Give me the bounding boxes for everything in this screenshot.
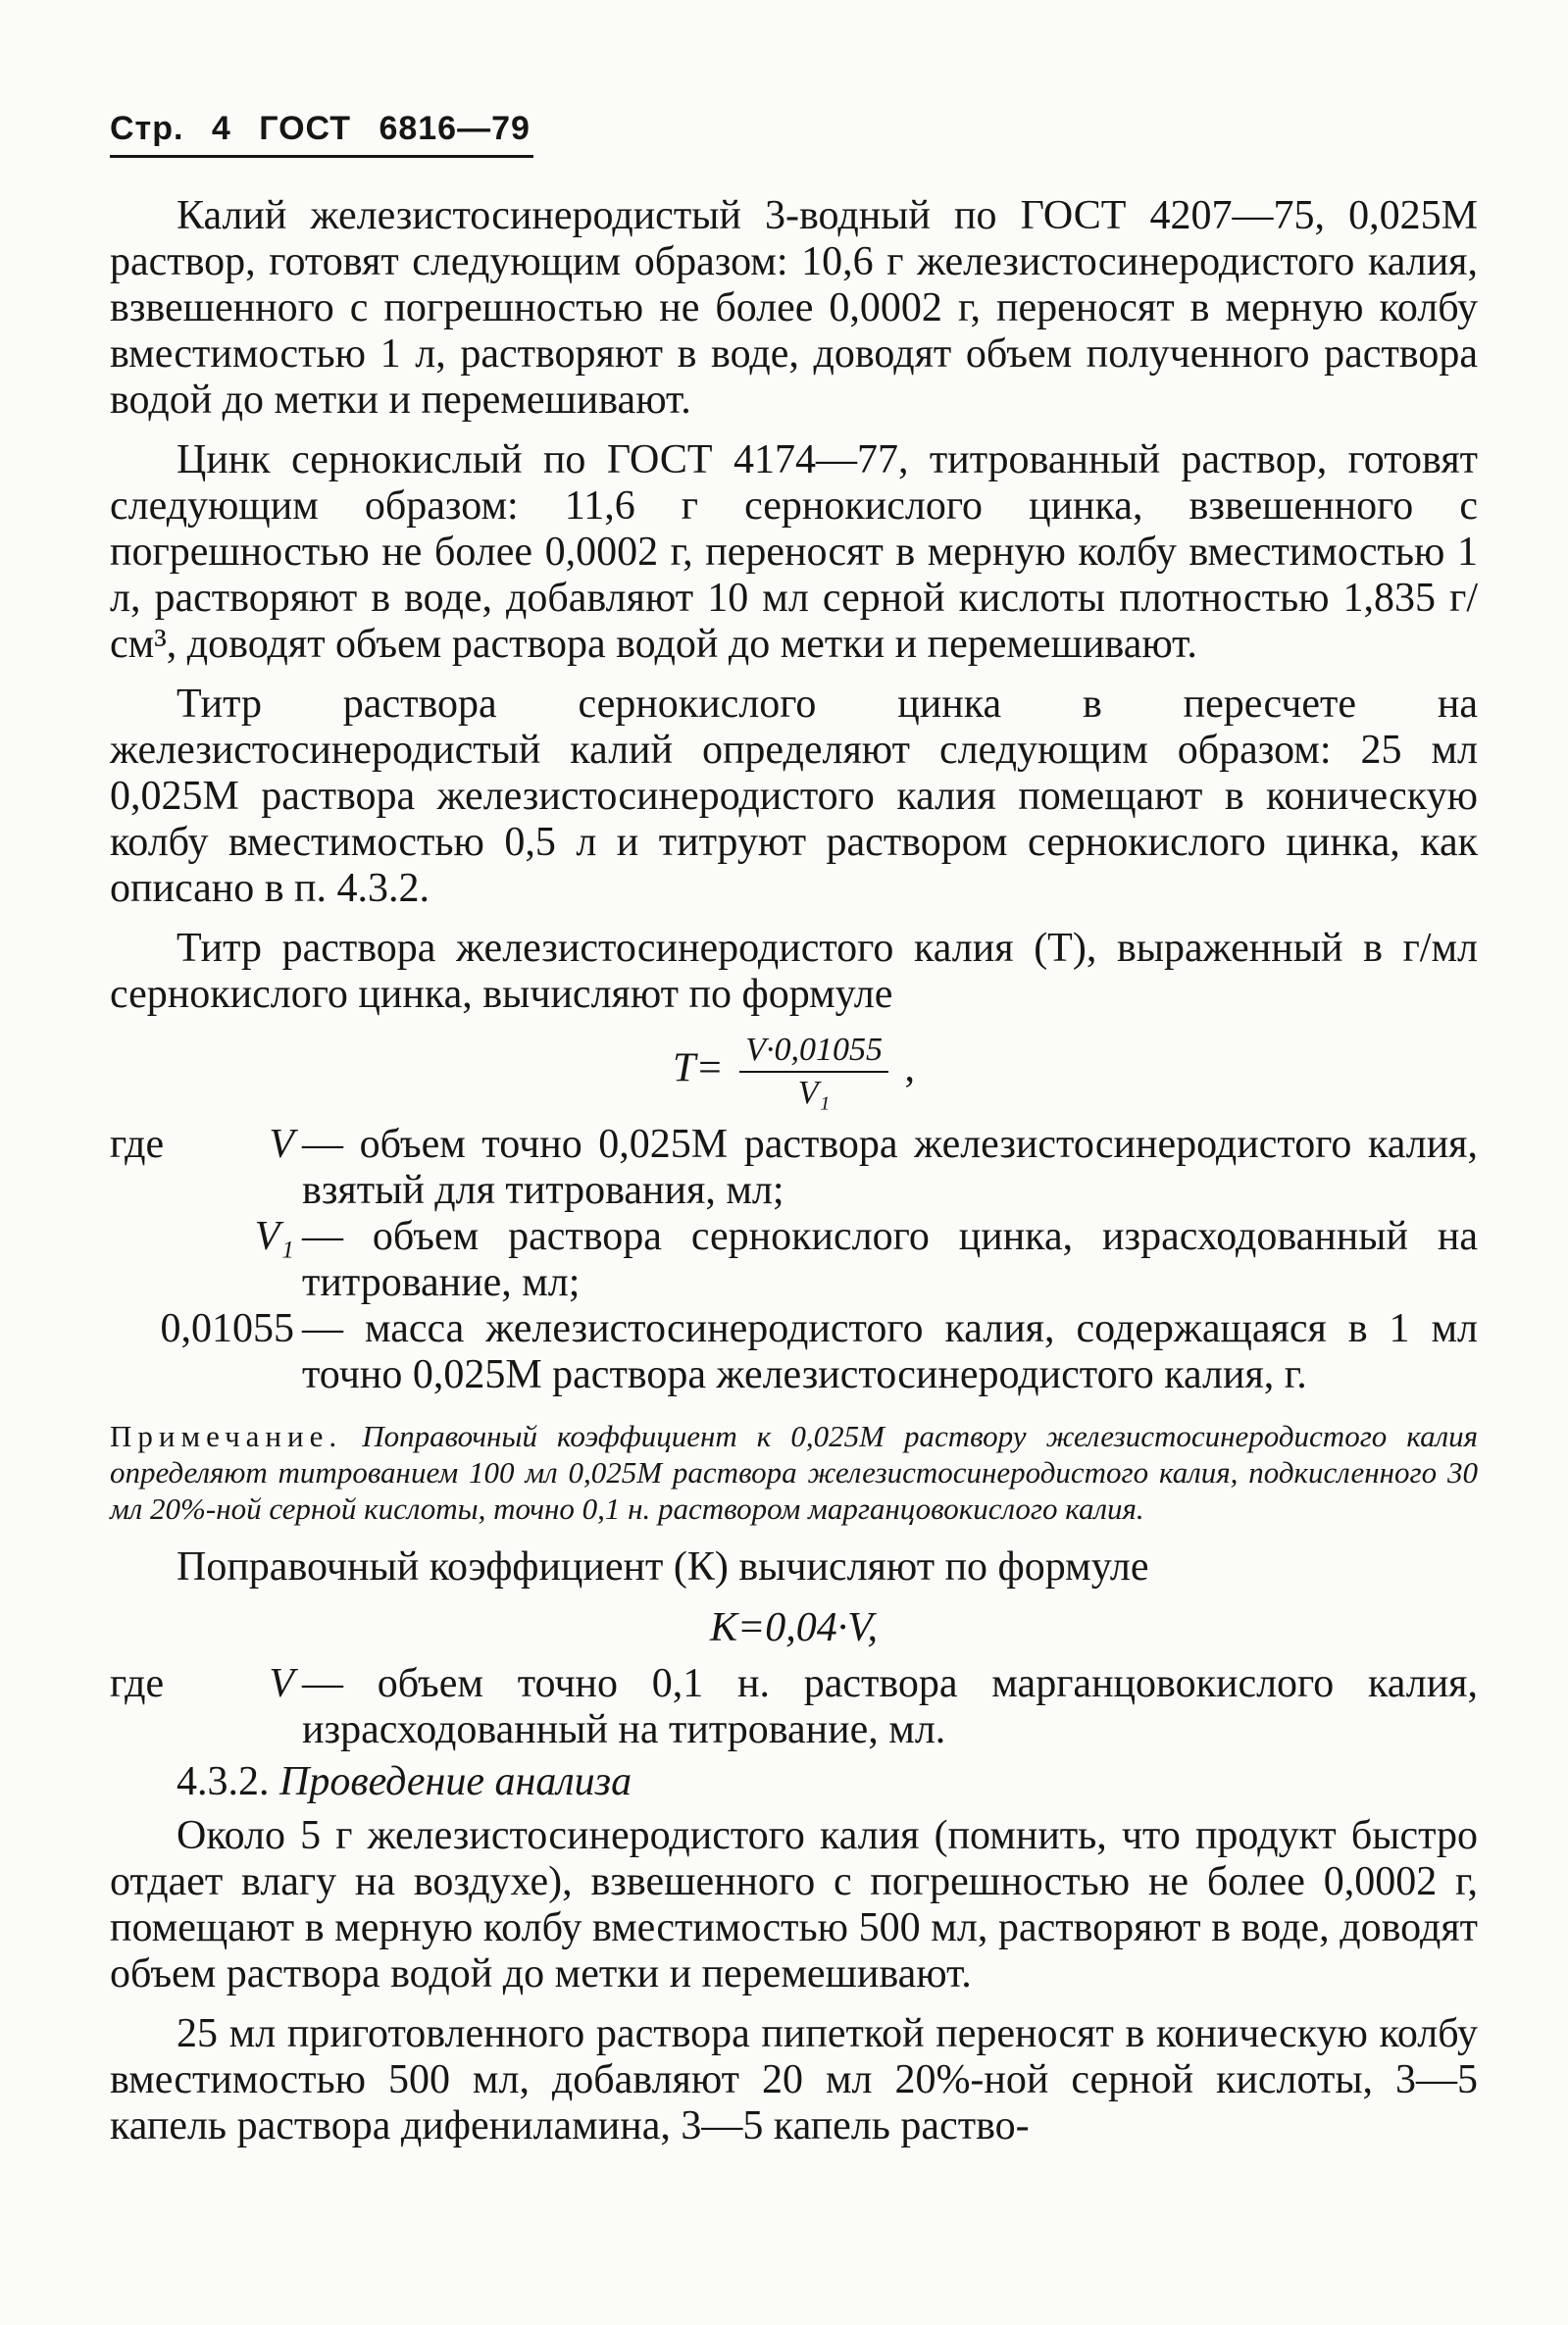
formula-lhs: T= xyxy=(673,1045,724,1091)
paragraph-analysis-step-1: Около 5 г железистосинеродистого калия (помнить, что продукт быстро отдает влагу на воздухе), взвешенного с погрешностью не более 0,0002 г, помещают в мерную колбу вместимостью 500 мл, растворяют в воде, доводят объем раствора водой до метки и перемешивают. xyxy=(110,1813,1478,1996)
note xyxy=(110,1418,1478,1527)
note-label: Примечание. xyxy=(110,1419,343,1453)
paragraph-analysis-step-2: 25 мл приготовленного раствора пипеткой переносят в коническую колбу вместимостью 500 мл, добавляют 20 мл 20%-ной серной кислоты, 3—5 капель раствора дифениламина, 3—5 капель раство- xyxy=(110,2011,1478,2148)
legend-prefix: где xyxy=(110,1661,165,1706)
page-header xyxy=(110,110,1478,148)
note-text: Поправочный коэффициент к 0,025М раствору железистосинеродистого калия определяют титрованием 100 мл 0,025М раствора железистосинеродистого калия, подкисленного 30 мл 20%-ной серной кислоты, точно 0,1 н. раствором марганцовокислого калия. xyxy=(110,1419,1478,1526)
legend-prefix: где xyxy=(110,1122,165,1167)
standard-number: 6816—79 xyxy=(379,110,531,147)
page-label: Стр. xyxy=(110,110,184,147)
legend-key: V₁ xyxy=(254,1214,294,1259)
formula-fraction xyxy=(739,1032,888,1112)
formula-tail: , xyxy=(904,1045,915,1091)
legend-row xyxy=(110,1661,1478,1753)
paragraph-correction-formula-intro: Поправочный коэффициент (К) вычисляют по формуле xyxy=(177,1544,1149,1590)
standard-label: ГОСТ xyxy=(259,110,351,147)
paragraph-reagent-zinc-sulfate: Цинк сернокислый по ГОСТ 4174—77, титрованный раствор, готовят следующим образом: 11,6 г сернокислого цинка, взвешенного с погрешностью не более 0,0002 г, переносят в мерную колбу вместимостью 1 л, растворяют в воде, добавляют 10 мл серной кислоты плотностью 1,835 г/см³, доводят объем раствора водой до метки и перемешивают. xyxy=(110,437,1478,667)
header-rule xyxy=(110,155,533,158)
legend-row xyxy=(110,1306,1478,1398)
section-heading xyxy=(110,1759,1478,1805)
formula-correction-text: К=0,04·V, xyxy=(710,1605,878,1650)
legend-row xyxy=(110,1214,1478,1306)
paragraph-reagent-potassium-ferrocyanide: Калий железистосинеродистый 3-водный по ГОСТ 4207—75, 0,025М раствор, готовят следующим образом: 10,6 г железистосинеродистого калия, взвешенного с погрешностью не более 0,0002 г, переносят в мерную колбу вместимостью 1 л, растворяют в воде, доводят объем полученного раствора водой до метки и перемешивают. xyxy=(110,193,1478,423)
legend-text: — объем точно 0,1 н. раствора марганцовокислого калия, израсходованный на титрование, мл. xyxy=(302,1661,1478,1752)
legend-key: V xyxy=(269,1122,294,1167)
formula-legend xyxy=(110,1122,1478,1398)
formula-titer xyxy=(110,1032,1478,1112)
section-title: Проведение анализа xyxy=(279,1759,632,1804)
legend-key: 0,01055 xyxy=(160,1306,294,1351)
formula-correction-legend xyxy=(110,1661,1478,1753)
paragraph-titer-formula-intro: Титр раствора железистосинеродистого калия (Т), выраженный в г/мл сернокислого цинка, вычисляют по формуле xyxy=(110,926,1478,1017)
paragraph-titer-determination: Титр раствора сернокислого цинка в пересчете на железистосинеродистый калий определяют следующим образом: 25 мл 0,025М раствора железистосинеродистого калия помещают в коническую колбу вместимостью 0,5 л и титруют раствором сернокислого цинка, как описано в п. 4.3.2. xyxy=(110,682,1478,911)
legend-text: — объем точно 0,025М раствора железистосинеродистого калия, взятый для титрования, мл; xyxy=(302,1122,1478,1213)
formula-denominator: V₁ xyxy=(797,1075,831,1111)
formula-numerator: V·0,01055 xyxy=(739,1032,888,1073)
legend-text: — масса железистосинеродистого калия, содержащаяся в 1 мл точно 0,025М раствора железистосинеродистого калия, г. xyxy=(302,1306,1478,1397)
legend-text: — объем раствора сернокислого цинка, израсходованный на титрование, мл; xyxy=(302,1214,1478,1305)
legend-row xyxy=(110,1122,1478,1214)
section-number: 4.3.2. xyxy=(177,1759,270,1804)
legend-key: V xyxy=(269,1661,294,1706)
page-number: 4 xyxy=(211,110,231,147)
formula-correction xyxy=(110,1604,1478,1651)
